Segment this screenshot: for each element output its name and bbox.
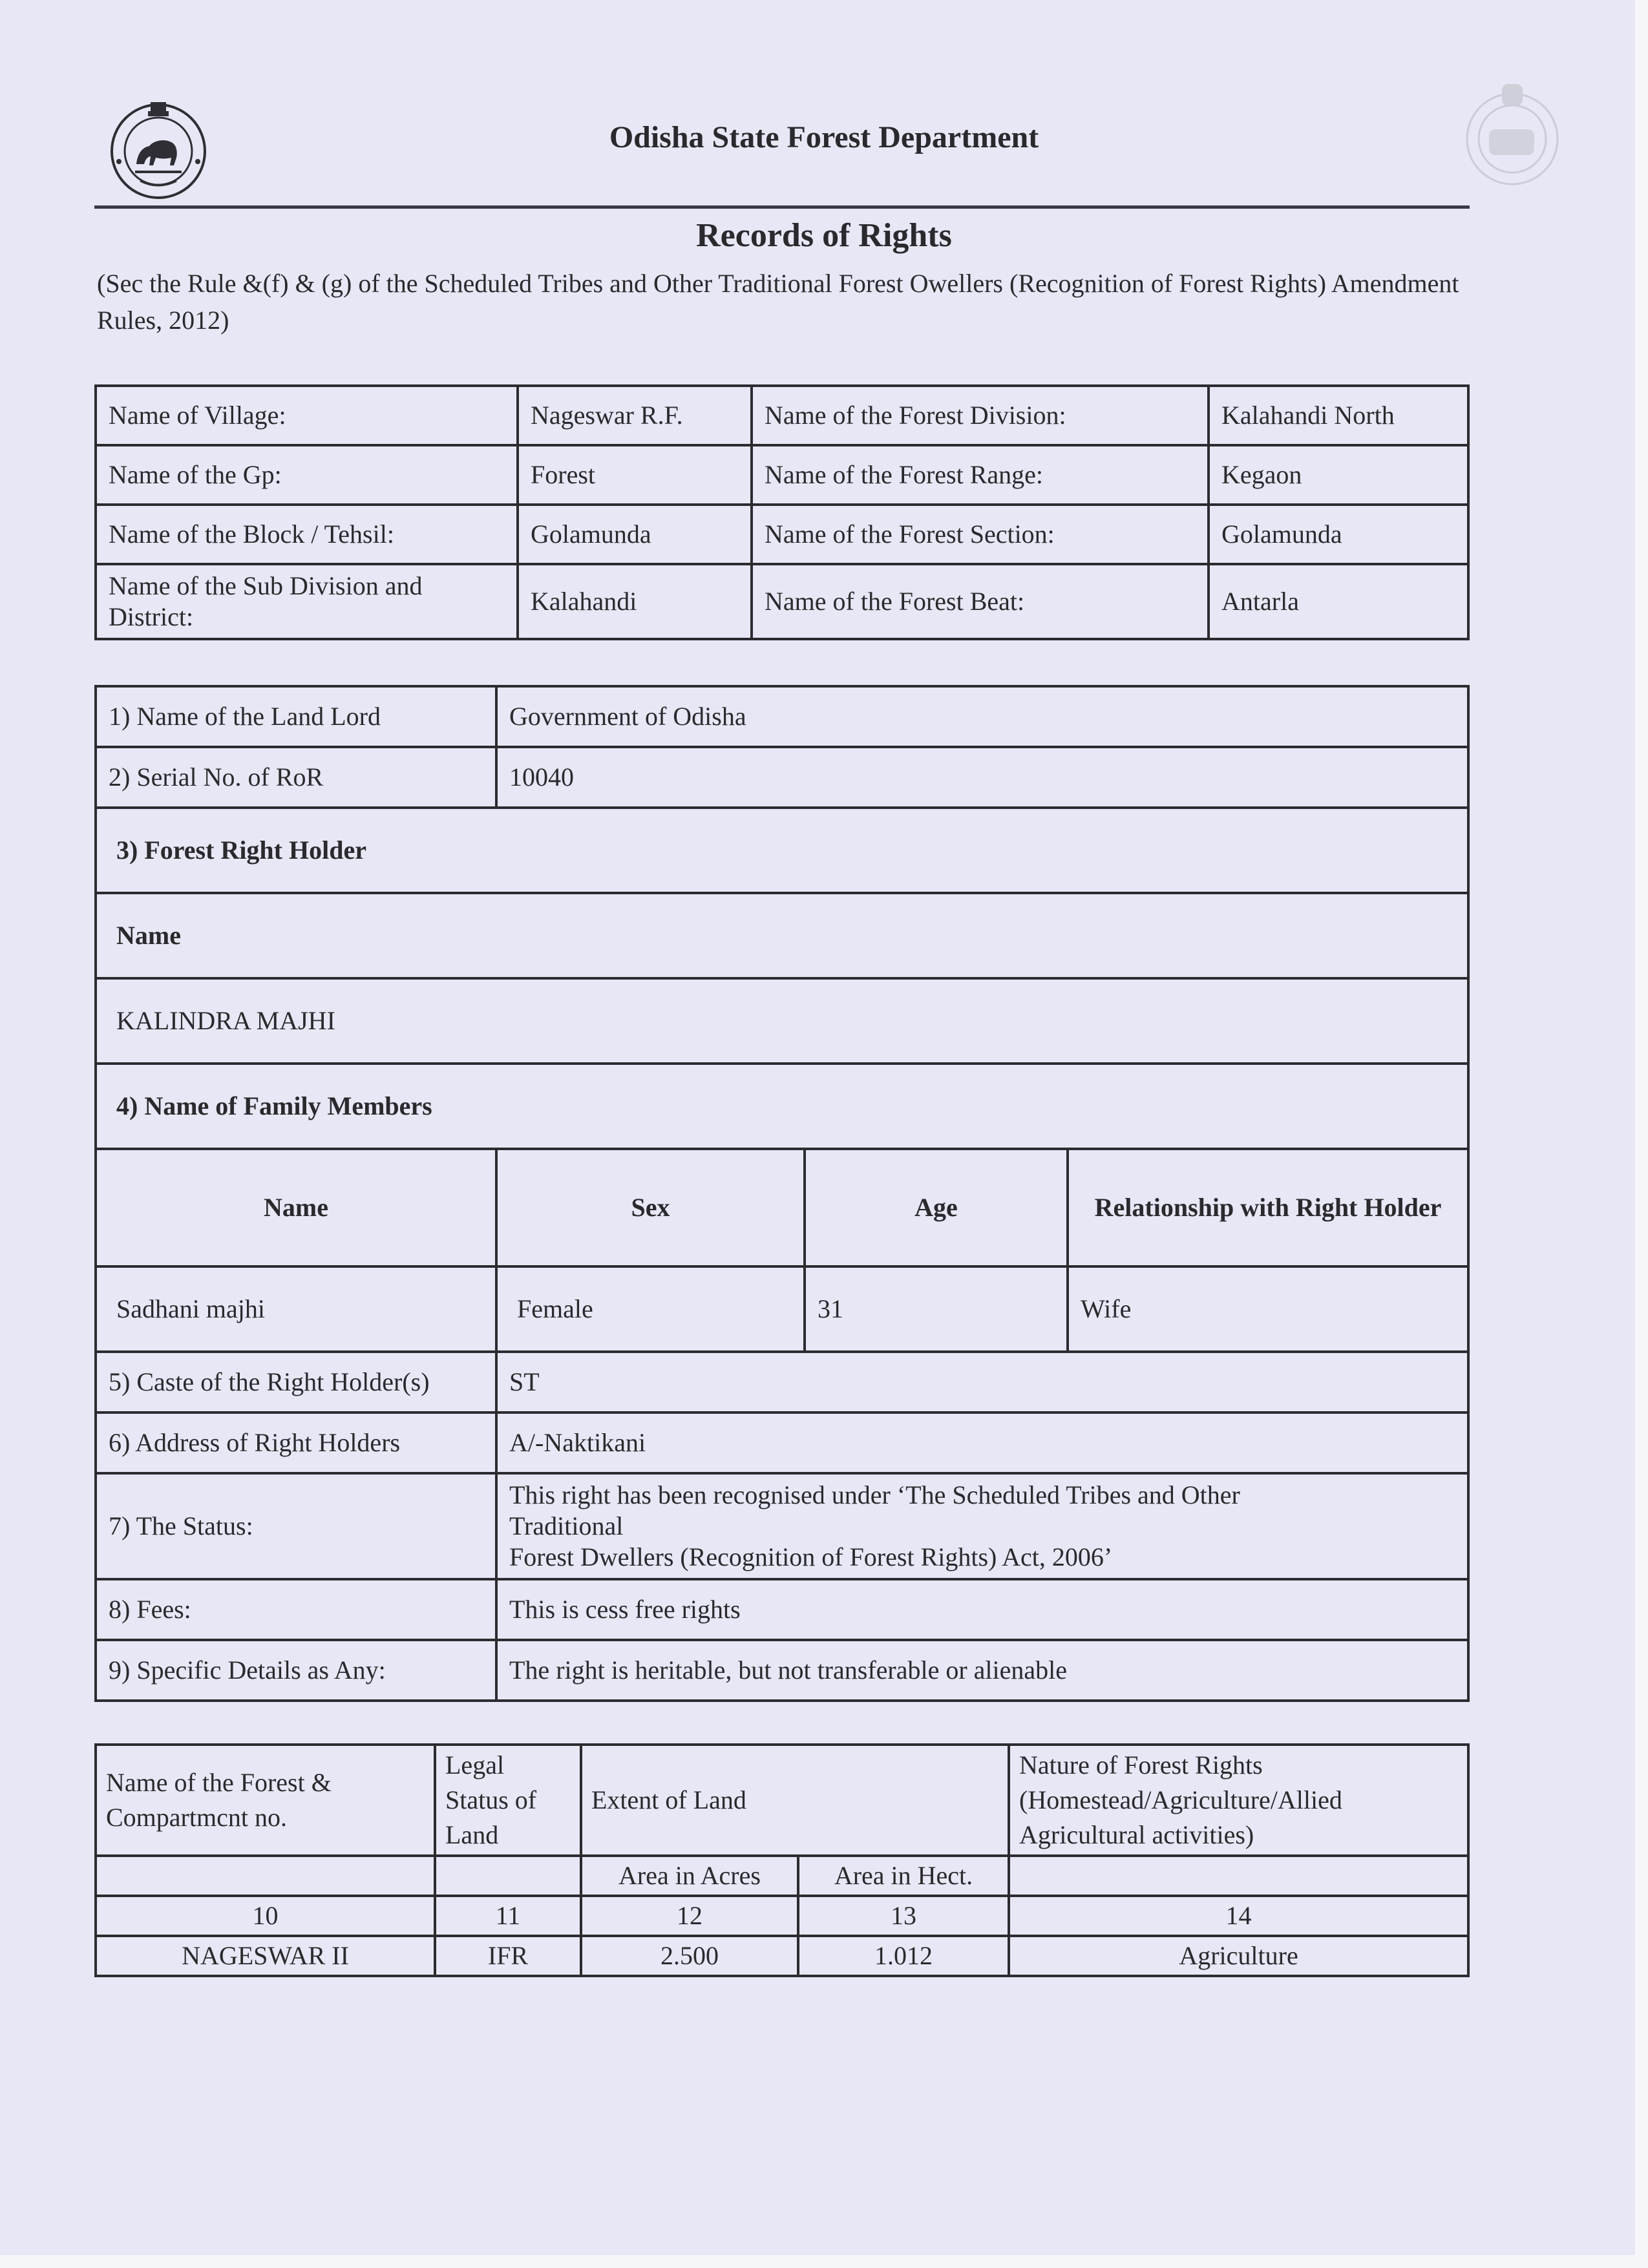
serial-label: 2) Serial No. of RoR — [96, 747, 496, 808]
member-relationship: Wife — [1068, 1266, 1468, 1352]
address-label: 6) Address of Right Holders — [96, 1412, 496, 1473]
record-table — [94, 685, 1470, 1702]
family-col-sex: Sex — [496, 1149, 805, 1266]
table-row — [96, 1473, 1468, 1579]
family-heading: 4) Name of Family Members — [96, 1064, 1468, 1149]
table-row — [96, 978, 1468, 1064]
table-row — [96, 445, 1468, 505]
status-label: 7) The Status: — [96, 1473, 496, 1579]
table-row — [96, 1640, 1468, 1701]
family-header-row — [96, 1149, 1468, 1266]
serial-value: 10040 — [496, 747, 1468, 808]
location-table — [94, 384, 1470, 640]
status-value — [496, 1473, 1468, 1579]
nature-of-right: Agriculture — [1009, 1936, 1468, 1976]
header-divider — [94, 205, 1470, 209]
area-acres: 2.500 — [581, 1936, 798, 1976]
land-header-row — [96, 1745, 1468, 1856]
column-number-row — [96, 1896, 1468, 1936]
land-lord-value: Government of Odisha — [496, 686, 1468, 747]
gp-label: Name of the Gp: — [96, 445, 518, 505]
sub-division-value: Kalahandi — [518, 564, 752, 639]
member-sex: Female — [496, 1266, 805, 1352]
caste-label: 5) Caste of the Right Holder(s) — [96, 1352, 496, 1412]
fees-label: 8) Fees: — [96, 1579, 496, 1640]
land-table — [94, 1743, 1470, 1977]
forest-beat-label: Name of the Forest Beat: — [752, 564, 1209, 639]
table-row — [96, 1412, 1468, 1473]
forest-name: NAGESWAR II — [96, 1936, 435, 1976]
hect-header: Area in Hect. — [798, 1856, 1009, 1896]
village-label: Name of Village: — [96, 386, 518, 445]
table-row — [96, 505, 1468, 564]
family-col-name: Name — [96, 1149, 496, 1266]
legal-status: IFR — [435, 1936, 581, 1976]
table-row — [96, 1064, 1468, 1149]
column-number: 13 — [798, 1896, 1009, 1936]
legal-status-header: Legal Status of Land — [435, 1745, 581, 1856]
acres-header: Area in Acres — [581, 1856, 798, 1896]
family-member-row — [96, 1266, 1468, 1352]
table-row — [96, 808, 1468, 893]
forest-range-label: Name of the Forest Range: — [752, 445, 1209, 505]
forest-compartment-header: Name of the Forest & Compartmcnt no. — [96, 1745, 435, 1856]
details-label: 9) Specific Details as Any: — [96, 1640, 496, 1701]
gp-value: Forest — [518, 445, 752, 505]
forest-beat-value: Antarla — [1209, 564, 1468, 639]
empty-cell — [435, 1856, 581, 1896]
holder-name-value: KALINDRA MAJHI — [96, 978, 1468, 1064]
village-value: Nageswar R.F. — [518, 386, 752, 445]
member-age: 31 — [805, 1266, 1068, 1352]
table-row — [96, 1352, 1468, 1412]
fees-value: This is cess free rights — [496, 1579, 1468, 1640]
column-number: 10 — [96, 1896, 435, 1936]
table-row — [96, 686, 1468, 747]
land-subheader-row — [96, 1856, 1468, 1896]
rule-reference: (Sec the Rule &(f) & (g) of the Scheduled Tribes and Other Traditional Forest Owellers (Recognition of Forest Rights) Amendment Rules, 2012) — [97, 269, 1459, 335]
land-lord-label: 1) Name of the Land Lord — [96, 686, 496, 747]
caste-value: ST — [496, 1352, 1468, 1412]
extent-header: Extent of Land — [581, 1745, 1009, 1856]
block-label: Name of the Block / Tehsil: — [96, 505, 518, 564]
status-line: This right has been recognised under ‘The Scheduled Tribes and Other — [509, 1480, 1240, 1509]
status-line: Traditional — [509, 1511, 624, 1540]
column-number: 11 — [435, 1896, 581, 1936]
sub-division-label: Name of the Sub Division and District: — [96, 564, 518, 639]
empty-cell — [1009, 1856, 1468, 1896]
forest-section-label: Name of the Forest Section: — [752, 505, 1209, 564]
nature-header: Nature of Forest Rights (Homestead/Agriculture/Allied Agricultural activities) — [1009, 1745, 1468, 1856]
family-col-relationship: Relationship with Right Holder — [1068, 1149, 1468, 1266]
forest-division-label: Name of the Forest Division: — [752, 386, 1209, 445]
table-row — [96, 1579, 1468, 1640]
column-number: 14 — [1009, 1896, 1468, 1936]
forest-section-value: Golamunda — [1209, 505, 1468, 564]
forest-range-value: Kegaon — [1209, 445, 1468, 505]
department-title: Odisha State Forest Department — [609, 120, 1039, 154]
table-row — [96, 747, 1468, 808]
table-row — [96, 386, 1468, 445]
table-row — [96, 564, 1468, 639]
page-title: Records of Rights — [696, 217, 952, 254]
details-value: The right is heritable, but not transferable or alienable — [496, 1640, 1468, 1701]
family-col-age: Age — [805, 1149, 1068, 1266]
table-row — [96, 893, 1468, 978]
holder-name-heading: Name — [96, 893, 1468, 978]
forest-division-value: Kalahandi North — [1209, 386, 1468, 445]
column-number: 12 — [581, 1896, 798, 1936]
member-name: Sadhani majhi — [96, 1266, 496, 1352]
empty-cell — [96, 1856, 435, 1896]
area-hect: 1.012 — [798, 1936, 1009, 1976]
status-line: Forest Dwellers (Recognition of Forest Rights) Act, 2006’ — [509, 1542, 1113, 1571]
address-value: A/-Naktikani — [496, 1412, 1468, 1473]
holder-heading: 3) Forest Right Holder — [96, 808, 1468, 893]
land-row — [96, 1936, 1468, 1976]
block-value: Golamunda — [518, 505, 752, 564]
